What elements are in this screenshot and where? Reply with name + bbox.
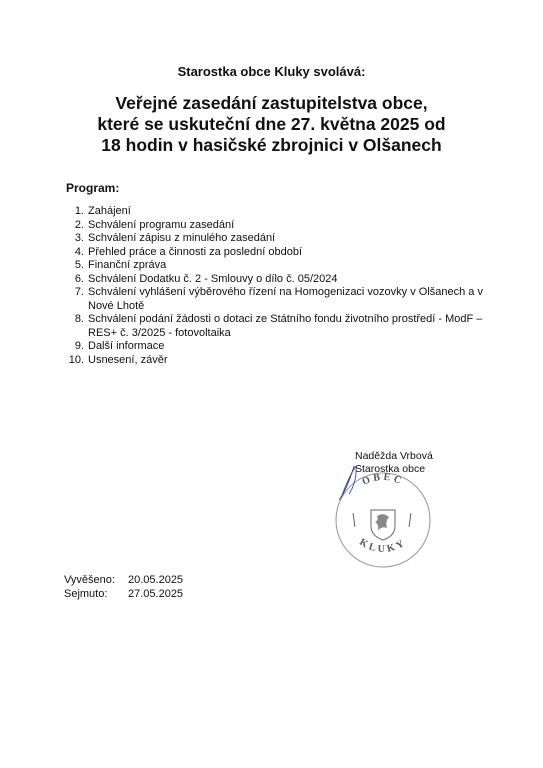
agenda-item-number: 9.: [74, 340, 84, 352]
agenda-item-text: Schválení zápisu z minulého zasedání: [88, 232, 276, 244]
agenda-list: [64, 205, 494, 367]
agenda-item: [64, 354, 494, 368]
agenda-item: [64, 259, 494, 273]
agenda-item-text: Zahájení: [88, 205, 131, 217]
agenda-item-number: 10.: [68, 353, 84, 366]
agenda-item-number: 2.: [74, 218, 84, 231]
coat-of-arms-icon: [371, 510, 395, 540]
published-date: 20.05.2025: [128, 574, 184, 586]
agenda-item-number: 3.: [74, 232, 84, 244]
meeting-title-line-3: 18 hodin v hasičské zbrojnici v Olšanech: [101, 135, 442, 155]
agenda-item: [64, 205, 494, 219]
agenda-item-text: Finanční zpráva: [88, 259, 167, 271]
agenda-item-text: Přehled práce a činnosti za poslední období: [88, 245, 303, 258]
program-heading: Program:: [66, 181, 120, 195]
meeting-title: [0, 93, 543, 156]
agenda-item: [64, 286, 494, 313]
agenda-item-number: 6.: [74, 272, 84, 285]
agenda-item-number: 4.: [74, 245, 84, 258]
signatory-role: Starostka obce: [355, 463, 426, 475]
agenda-item-number: 8.: [74, 313, 84, 325]
stamp-text-bottom: KLUKY: [357, 536, 409, 555]
municipal-stamp: [323, 466, 443, 572]
agenda-item: [64, 232, 494, 246]
convener-line: Starostka obce Kluky svolává:: [177, 64, 366, 79]
agenda-item: [64, 313, 494, 340]
agenda-item-text: Schválení Dodatku č. 2 - Smlouvy o dílo č. 05/2024: [88, 272, 338, 285]
stamp-text-top: OBEC: [360, 471, 406, 488]
agenda-item: [64, 340, 494, 354]
agenda-item-text: Další informace: [88, 340, 165, 352]
agenda-item: [64, 273, 494, 287]
agenda-item: [64, 219, 494, 233]
agenda-item: [64, 246, 494, 260]
published-row: [64, 574, 183, 588]
posting-dates: [64, 574, 183, 601]
agenda-item-text: Schválení programu zasedání: [88, 218, 235, 231]
agenda-item-number: 5.: [74, 259, 84, 271]
removed-date: 27.05.2025: [128, 587, 184, 600]
agenda-item-number: 1.: [74, 205, 84, 217]
agenda-item-text: Schválení vyhlášení výběrového řízení na Homogenizaci vozovky v Olšanech a v Nové Lhotě: [88, 286, 483, 312]
agenda-item-number: 7.: [74, 286, 84, 298]
removed-row: [64, 588, 183, 602]
meeting-title-line-1: Veřejné zasedání zastupitelstva obce,: [115, 93, 428, 113]
removed-label: Sejmuto:: [64, 587, 108, 600]
signatory-name: Naděžda Vrbová: [355, 450, 433, 462]
published-label: Vyvěšeno:: [64, 574, 115, 586]
meeting-title-line-2: které se uskuteční dne 27. května 2025 od: [97, 114, 446, 134]
agenda-item-text: Usnesení, závěr: [88, 353, 168, 366]
agenda-item-text: Schválení podání žádosti o dotaci ze Státního fondu životního prostředí - ModF – RES+ č. 3/2025 - fotovoltaika: [88, 313, 483, 339]
